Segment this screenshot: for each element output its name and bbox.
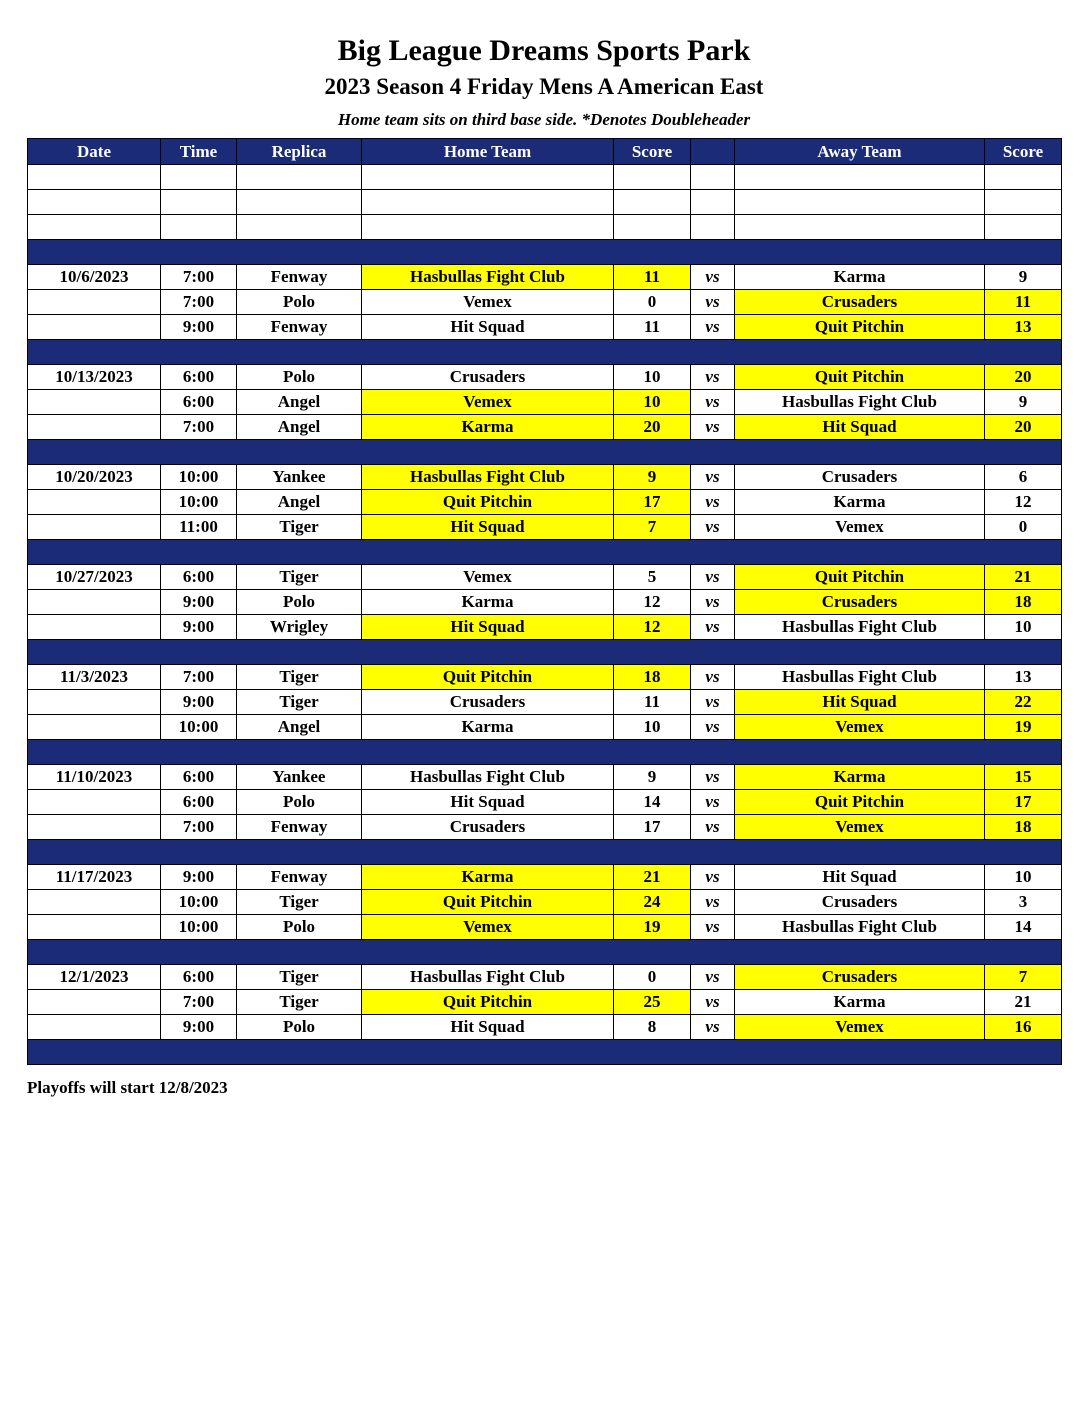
home-team-cell: Hit Squad	[362, 790, 614, 815]
empty-cell	[735, 215, 985, 240]
game-row	[28, 615, 1062, 640]
date-cell	[28, 790, 161, 815]
replica-cell: Polo	[237, 590, 362, 615]
replica-cell: Tiger	[237, 990, 362, 1015]
game-row	[28, 490, 1062, 515]
header-row	[28, 139, 1062, 165]
vs-cell: vs	[691, 715, 735, 740]
away-score-cell: 21	[985, 565, 1062, 590]
time-cell: 9:00	[161, 315, 237, 340]
date-cell	[28, 290, 161, 315]
home-score-cell: 12	[614, 590, 691, 615]
away-score-cell: 3	[985, 890, 1062, 915]
date-cell: 11/10/2023	[28, 765, 161, 790]
home-team-cell: Quit Pitchin	[362, 990, 614, 1015]
separator-cell	[28, 240, 1062, 265]
date-cell: 12/1/2023	[28, 965, 161, 990]
game-row	[28, 790, 1062, 815]
game-row	[28, 890, 1062, 915]
home-score-cell: 11	[614, 265, 691, 290]
away-team-cell: Crusaders	[735, 590, 985, 615]
away-score-cell: 9	[985, 265, 1062, 290]
away-score-cell: 19	[985, 715, 1062, 740]
away-team-cell: Quit Pitchin	[735, 790, 985, 815]
replica-cell: Angel	[237, 390, 362, 415]
date-cell	[28, 615, 161, 640]
home-score-cell: 5	[614, 565, 691, 590]
vs-cell: vs	[691, 265, 735, 290]
home-team-cell: Crusaders	[362, 365, 614, 390]
separator-cell	[28, 540, 1062, 565]
replica-cell: Tiger	[237, 515, 362, 540]
home-score-cell: 11	[614, 315, 691, 340]
vs-cell: vs	[691, 290, 735, 315]
home-score-cell: 10	[614, 390, 691, 415]
time-cell: 9:00	[161, 615, 237, 640]
home-score-cell: 10	[614, 365, 691, 390]
away-team-cell: Hit Squad	[735, 415, 985, 440]
away-score-cell: 15	[985, 765, 1062, 790]
home-team-cell: Hasbullas Fight Club	[362, 965, 614, 990]
time-cell: 9:00	[161, 590, 237, 615]
game-row	[28, 290, 1062, 315]
away-score-cell: 22	[985, 690, 1062, 715]
home-score-cell: 24	[614, 890, 691, 915]
time-cell: 11:00	[161, 515, 237, 540]
empty-cell	[614, 190, 691, 215]
time-cell: 10:00	[161, 490, 237, 515]
time-cell: 7:00	[161, 815, 237, 840]
date-cell	[28, 390, 161, 415]
date-cell: 10/13/2023	[28, 365, 161, 390]
away-score-cell: 16	[985, 1015, 1062, 1040]
empty-row	[28, 190, 1062, 215]
replica-cell: Fenway	[237, 815, 362, 840]
date-cell	[28, 1015, 161, 1040]
away-team-cell: Vemex	[735, 815, 985, 840]
time-cell: 6:00	[161, 365, 237, 390]
away-score-cell: 9	[985, 390, 1062, 415]
game-row	[28, 990, 1062, 1015]
time-cell: 6:00	[161, 565, 237, 590]
away-score-cell: 12	[985, 490, 1062, 515]
empty-cell	[161, 165, 237, 190]
replica-cell: Polo	[237, 915, 362, 940]
time-cell: 6:00	[161, 390, 237, 415]
replica-cell: Polo	[237, 1015, 362, 1040]
empty-cell	[237, 165, 362, 190]
away-score-cell: 13	[985, 315, 1062, 340]
replica-cell: Tiger	[237, 965, 362, 990]
home-score-cell: 10	[614, 715, 691, 740]
vs-cell: vs	[691, 590, 735, 615]
home-team-cell: Quit Pitchin	[362, 665, 614, 690]
home-team-cell: Crusaders	[362, 815, 614, 840]
separator-row	[28, 1040, 1062, 1065]
home-team-note: Home team sits on third base side. *Denotes Doubleheader	[337, 110, 751, 130]
separator-cell	[28, 1040, 1062, 1065]
game-row	[28, 315, 1062, 340]
vs-cell: vs	[691, 915, 735, 940]
away-score-cell: 0	[985, 515, 1062, 540]
home-team-cell: Vemex	[362, 915, 614, 940]
separator-row	[28, 740, 1062, 765]
home-team-cell: Vemex	[362, 290, 614, 315]
replica-cell: Yankee	[237, 465, 362, 490]
date-cell: 10/20/2023	[28, 465, 161, 490]
home-team-cell: Crusaders	[362, 690, 614, 715]
away-score-cell: 7	[985, 965, 1062, 990]
home-score-cell: 20	[614, 415, 691, 440]
away-team-cell: Karma	[735, 490, 985, 515]
separator-row	[28, 640, 1062, 665]
separator-row	[28, 540, 1062, 565]
vs-cell: vs	[691, 390, 735, 415]
replica-cell: Tiger	[237, 690, 362, 715]
empty-row	[28, 165, 1062, 190]
game-row	[28, 265, 1062, 290]
replica-cell: Polo	[237, 365, 362, 390]
empty-cell	[614, 215, 691, 240]
separator-cell	[28, 740, 1062, 765]
replica-cell: Fenway	[237, 265, 362, 290]
time-cell: 6:00	[161, 765, 237, 790]
home-score-cell: 19	[614, 915, 691, 940]
vs-cell: vs	[691, 815, 735, 840]
away-team-cell: Hit Squad	[735, 865, 985, 890]
col-header-home-team: Home Team	[362, 139, 614, 165]
replica-cell: Tiger	[237, 665, 362, 690]
date-cell	[28, 915, 161, 940]
game-row	[28, 1015, 1062, 1040]
col-header-replica: Replica	[237, 139, 362, 165]
away-team-cell: Crusaders	[735, 465, 985, 490]
vs-cell: vs	[691, 465, 735, 490]
game-row	[28, 565, 1062, 590]
separator-row	[28, 440, 1062, 465]
away-team-cell: Crusaders	[735, 965, 985, 990]
empty-cell	[362, 190, 614, 215]
game-row	[28, 915, 1062, 940]
col-header-vs	[691, 139, 735, 165]
time-cell: 10:00	[161, 465, 237, 490]
replica-cell: Angel	[237, 490, 362, 515]
away-team-cell: Vemex	[735, 1015, 985, 1040]
vs-cell: vs	[691, 565, 735, 590]
game-row	[28, 815, 1062, 840]
date-cell	[28, 890, 161, 915]
time-cell: 7:00	[161, 290, 237, 315]
empty-cell	[237, 190, 362, 215]
replica-cell: Yankee	[237, 765, 362, 790]
empty-cell	[614, 165, 691, 190]
vs-cell: vs	[691, 990, 735, 1015]
home-score-cell: 25	[614, 990, 691, 1015]
date-cell: 10/27/2023	[28, 565, 161, 590]
away-score-cell: 20	[985, 415, 1062, 440]
away-team-cell: Vemex	[735, 515, 985, 540]
home-team-cell: Vemex	[362, 390, 614, 415]
vs-cell: vs	[691, 1015, 735, 1040]
game-row	[28, 415, 1062, 440]
time-cell: 9:00	[161, 1015, 237, 1040]
date-cell: 10/6/2023	[28, 265, 161, 290]
time-cell: 6:00	[161, 790, 237, 815]
schedule-table	[27, 138, 1062, 1065]
vs-cell: vs	[691, 890, 735, 915]
empty-cell	[985, 165, 1062, 190]
away-team-cell: Karma	[735, 990, 985, 1015]
home-score-cell: 11	[614, 690, 691, 715]
game-row	[28, 515, 1062, 540]
vs-cell: vs	[691, 790, 735, 815]
home-team-cell: Vemex	[362, 565, 614, 590]
separator-cell	[28, 940, 1062, 965]
home-team-cell: Karma	[362, 415, 614, 440]
page-title: Big League Dreams Sports Park	[337, 34, 751, 67]
home-team-cell: Hit Squad	[362, 615, 614, 640]
home-score-cell: 17	[614, 815, 691, 840]
date-cell	[28, 415, 161, 440]
separator-row	[28, 940, 1062, 965]
date-cell	[28, 515, 161, 540]
home-score-cell: 14	[614, 790, 691, 815]
time-cell: 7:00	[161, 265, 237, 290]
empty-cell	[735, 190, 985, 215]
time-cell: 10:00	[161, 915, 237, 940]
empty-cell	[691, 190, 735, 215]
away-score-cell: 20	[985, 365, 1062, 390]
game-row	[28, 690, 1062, 715]
away-score-cell: 6	[985, 465, 1062, 490]
empty-cell	[735, 165, 985, 190]
replica-cell: Tiger	[237, 565, 362, 590]
date-cell: 11/3/2023	[28, 665, 161, 690]
empty-cell	[362, 215, 614, 240]
time-cell: 10:00	[161, 715, 237, 740]
home-team-cell: Karma	[362, 715, 614, 740]
replica-cell: Tiger	[237, 890, 362, 915]
empty-row	[28, 215, 1062, 240]
game-row	[28, 765, 1062, 790]
away-score-cell: 11	[985, 290, 1062, 315]
away-score-cell: 14	[985, 915, 1062, 940]
vs-cell: vs	[691, 415, 735, 440]
date-cell: 11/17/2023	[28, 865, 161, 890]
replica-cell: Fenway	[237, 315, 362, 340]
empty-cell	[28, 215, 161, 240]
empty-cell	[691, 165, 735, 190]
game-row	[28, 665, 1062, 690]
away-team-cell: Quit Pitchin	[735, 565, 985, 590]
date-cell	[28, 815, 161, 840]
away-score-cell: 18	[985, 815, 1062, 840]
away-score-cell: 17	[985, 790, 1062, 815]
time-cell: 10:00	[161, 890, 237, 915]
home-score-cell: 8	[614, 1015, 691, 1040]
playoffs-note: Playoffs will start 12/8/2023	[27, 1078, 228, 1098]
replica-cell: Angel	[237, 715, 362, 740]
empty-cell	[28, 165, 161, 190]
game-row	[28, 715, 1062, 740]
col-header-away-team: Away Team	[735, 139, 985, 165]
away-team-cell: Hasbullas Fight Club	[735, 665, 985, 690]
home-score-cell: 0	[614, 290, 691, 315]
empty-cell	[362, 165, 614, 190]
col-header-date: Date	[28, 139, 161, 165]
time-cell: 9:00	[161, 865, 237, 890]
replica-cell: Polo	[237, 790, 362, 815]
date-cell	[28, 715, 161, 740]
separator-cell	[28, 840, 1062, 865]
away-team-cell: Quit Pitchin	[735, 365, 985, 390]
away-team-cell: Vemex	[735, 715, 985, 740]
home-team-cell: Hit Squad	[362, 1015, 614, 1040]
replica-cell: Polo	[237, 290, 362, 315]
col-header-away-score: Score	[985, 139, 1062, 165]
home-team-cell: Hit Squad	[362, 515, 614, 540]
home-team-cell: Hasbullas Fight Club	[362, 265, 614, 290]
game-row	[28, 965, 1062, 990]
home-score-cell: 17	[614, 490, 691, 515]
time-cell: 9:00	[161, 690, 237, 715]
date-cell	[28, 990, 161, 1015]
away-team-cell: Hasbullas Fight Club	[735, 915, 985, 940]
time-cell: 6:00	[161, 965, 237, 990]
game-row	[28, 865, 1062, 890]
home-team-cell: Quit Pitchin	[362, 890, 614, 915]
empty-cell	[237, 215, 362, 240]
home-score-cell: 7	[614, 515, 691, 540]
separator-cell	[28, 440, 1062, 465]
home-team-cell: Quit Pitchin	[362, 490, 614, 515]
away-score-cell: 10	[985, 615, 1062, 640]
vs-cell: vs	[691, 690, 735, 715]
vs-cell: vs	[691, 615, 735, 640]
away-team-cell: Hasbullas Fight Club	[735, 615, 985, 640]
home-team-cell: Karma	[362, 865, 614, 890]
empty-cell	[985, 215, 1062, 240]
date-cell	[28, 590, 161, 615]
away-score-cell: 18	[985, 590, 1062, 615]
game-row	[28, 390, 1062, 415]
away-team-cell: Karma	[735, 265, 985, 290]
home-score-cell: 18	[614, 665, 691, 690]
away-team-cell: Crusaders	[735, 290, 985, 315]
away-team-cell: Hasbullas Fight Club	[735, 390, 985, 415]
home-score-cell: 21	[614, 865, 691, 890]
away-score-cell: 13	[985, 665, 1062, 690]
time-cell: 7:00	[161, 990, 237, 1015]
col-header-time: Time	[161, 139, 237, 165]
home-team-cell: Hasbullas Fight Club	[362, 465, 614, 490]
game-row	[28, 465, 1062, 490]
date-cell	[28, 690, 161, 715]
game-row	[28, 365, 1062, 390]
empty-cell	[161, 215, 237, 240]
time-cell: 7:00	[161, 665, 237, 690]
home-score-cell: 9	[614, 765, 691, 790]
time-cell: 7:00	[161, 415, 237, 440]
vs-cell: vs	[691, 865, 735, 890]
separator-cell	[28, 340, 1062, 365]
vs-cell: vs	[691, 665, 735, 690]
home-score-cell: 9	[614, 465, 691, 490]
replica-cell: Angel	[237, 415, 362, 440]
home-score-cell: 0	[614, 965, 691, 990]
replica-cell: Fenway	[237, 865, 362, 890]
vs-cell: vs	[691, 490, 735, 515]
separator-row	[28, 840, 1062, 865]
vs-cell: vs	[691, 315, 735, 340]
empty-cell	[691, 215, 735, 240]
home-team-cell: Hit Squad	[362, 315, 614, 340]
page-subtitle: 2023 Season 4 Friday Mens A American East	[324, 74, 764, 99]
vs-cell: vs	[691, 965, 735, 990]
away-score-cell: 21	[985, 990, 1062, 1015]
vs-cell: vs	[691, 765, 735, 790]
empty-cell	[161, 190, 237, 215]
vs-cell: vs	[691, 515, 735, 540]
date-cell	[28, 490, 161, 515]
away-team-cell: Karma	[735, 765, 985, 790]
home-team-cell: Hasbullas Fight Club	[362, 765, 614, 790]
away-team-cell: Crusaders	[735, 890, 985, 915]
home-score-cell: 12	[614, 615, 691, 640]
separator-row	[28, 240, 1062, 265]
home-team-cell: Karma	[362, 590, 614, 615]
empty-cell	[985, 190, 1062, 215]
replica-cell: Wrigley	[237, 615, 362, 640]
vs-cell: vs	[691, 365, 735, 390]
game-row	[28, 590, 1062, 615]
empty-cell	[28, 190, 161, 215]
away-team-cell: Hit Squad	[735, 690, 985, 715]
date-cell	[28, 315, 161, 340]
col-header-home-score: Score	[614, 139, 691, 165]
separator-cell	[28, 640, 1062, 665]
away-score-cell: 10	[985, 865, 1062, 890]
separator-row	[28, 340, 1062, 365]
away-team-cell: Quit Pitchin	[735, 315, 985, 340]
